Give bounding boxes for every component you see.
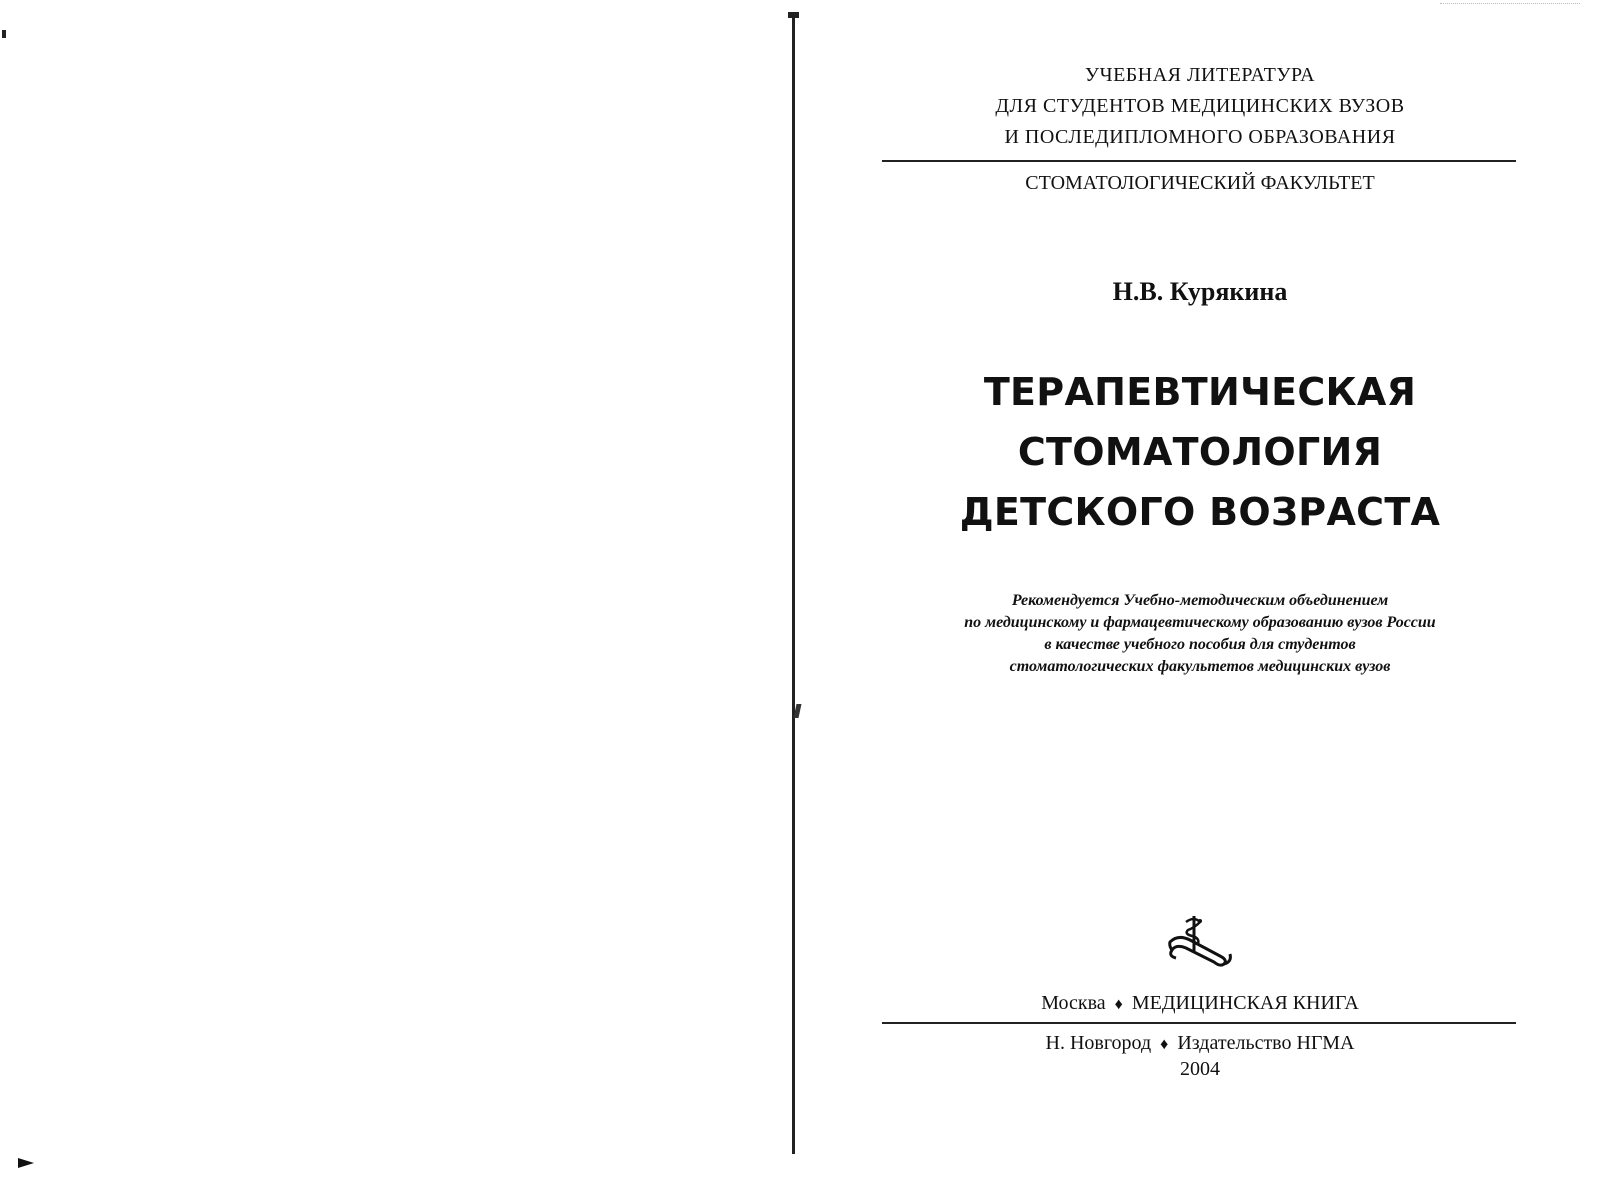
book-title-line-2: СТОМАТОЛОГИЯ [1017, 430, 1383, 474]
recommendation-line-1: Рекомендуется Учебно-методическим объединением [1011, 592, 1389, 609]
scan-artifact-mark [2, 30, 6, 38]
diamond-separator-icon: ♦ [1114, 996, 1123, 1013]
recommendation-line-3: в качестве учебного пособия для студентов [1044, 636, 1356, 653]
book-gutter-line [792, 14, 795, 1154]
scan-artifact-arrow-icon [18, 1158, 34, 1168]
book-title-line-3: ДЕТСКОГО ВОЗРАСТА [959, 490, 1441, 534]
series-line-1: УЧЕБНАЯ ЛИТЕРАТУРА [1084, 64, 1316, 86]
recommendation-note [800, 590, 1600, 678]
scan-artifact-dotted-line [1440, 3, 1580, 4]
series-line-2: ДЛЯ СТУДЕНТОВ МЕДИЦИНСКИХ ВУЗОВ [995, 95, 1405, 117]
title-page [800, 0, 1600, 1194]
series-line-3: И ПОСЛЕДИПЛОМНОГО ОБРАЗОВАНИЯ [1004, 126, 1396, 148]
author-name: Н.В. Курякина [1112, 277, 1288, 306]
publisher-scroll-caduceus-icon [1164, 912, 1236, 968]
imprint-year: 2004 [1180, 1058, 1220, 1080]
bottom-divider-rule [882, 1022, 1516, 1024]
imprint-publisher-ngma: Издательство НГМА [1177, 1032, 1355, 1054]
faculty-heading: СТОМАТОЛОГИЧЕСКИЙ ФАКУЛЬТЕТ [1025, 172, 1375, 194]
imprint-city-moscow: Москва [1041, 992, 1106, 1014]
top-divider-rule [882, 160, 1516, 162]
imprint-publisher-medkniga: МЕДИЦИНСКАЯ КНИГА [1131, 992, 1359, 1014]
recommendation-line-4: стоматологических факультетов медицинских вузов [1009, 658, 1391, 675]
recommendation-line-2: по медицинскому и фармацевтическому образованию вузов России [964, 614, 1436, 631]
imprint-novgorod [800, 1030, 1600, 1058]
diamond-separator-icon: ♦ [1160, 1036, 1169, 1053]
series-heading [800, 60, 1600, 153]
imprint-moscow [800, 990, 1600, 1018]
book-title-line-1: ТЕРАПЕВТИЧЕСКАЯ [983, 370, 1417, 414]
book-title [800, 362, 1600, 542]
imprint-city-novgorod: Н. Новгород [1045, 1032, 1152, 1054]
